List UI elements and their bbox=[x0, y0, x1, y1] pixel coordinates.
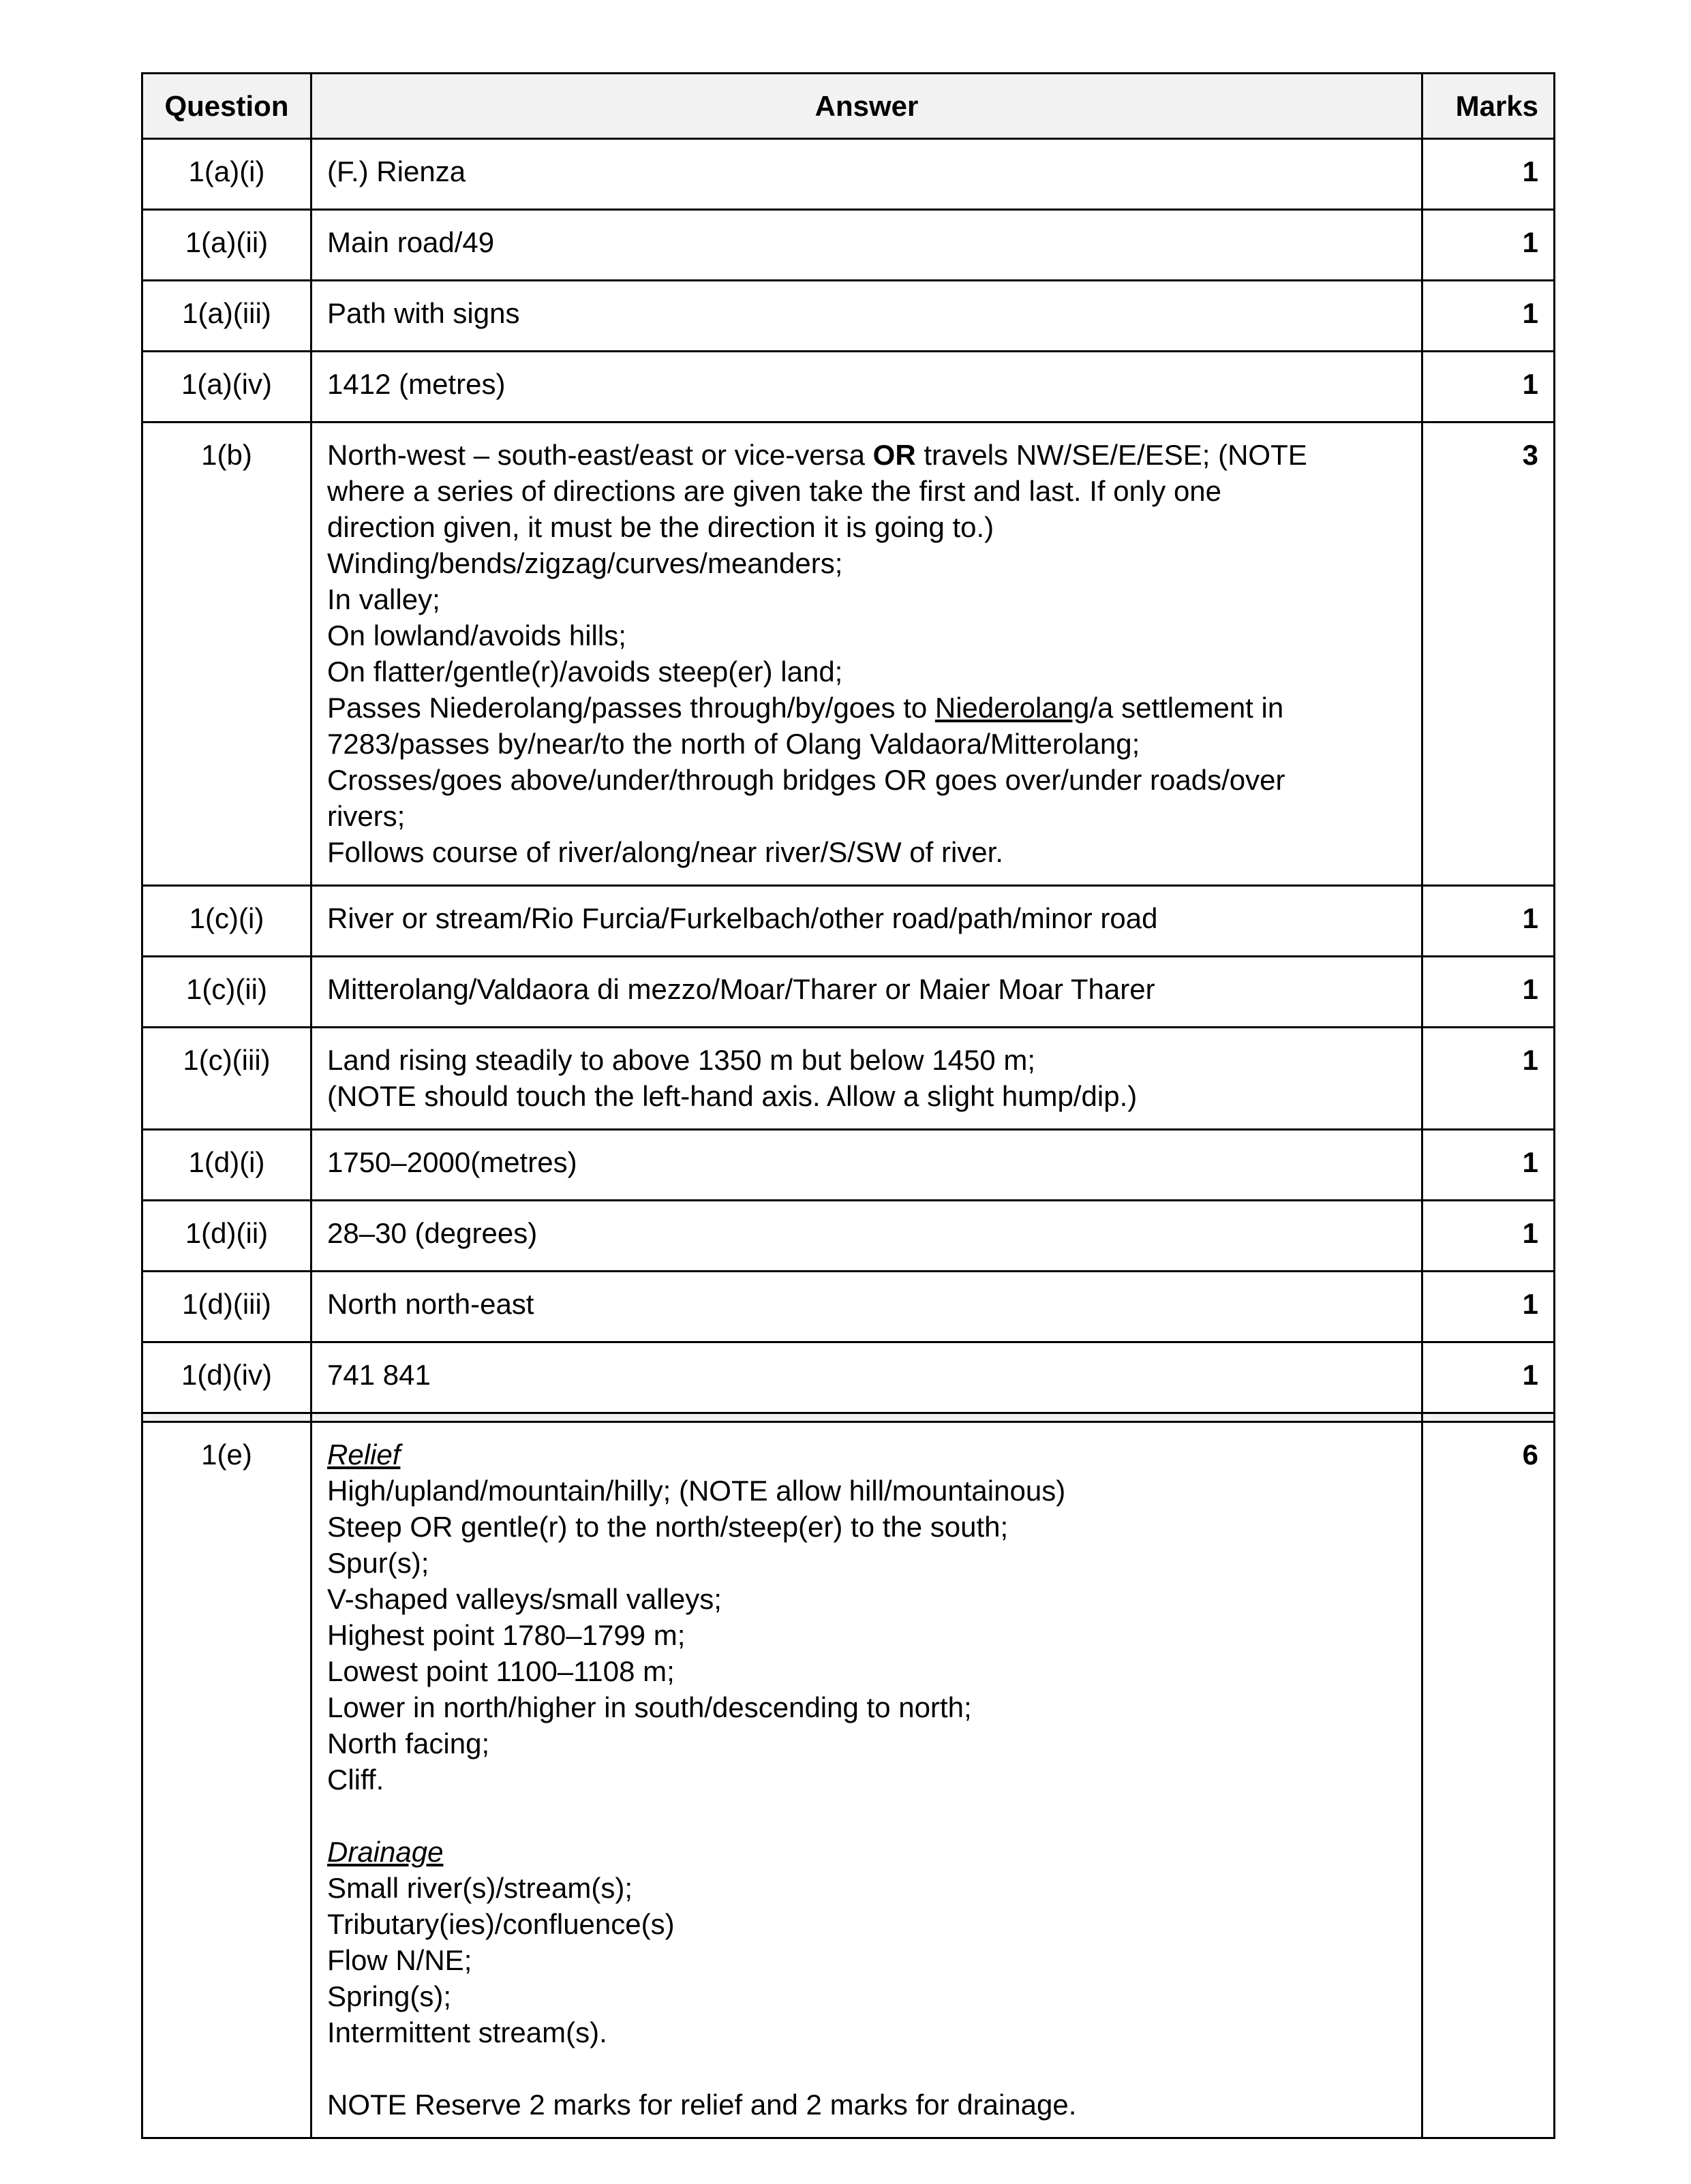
question-cell: 1(d)(i) bbox=[142, 1130, 311, 1201]
answer-line bbox=[327, 437, 1406, 473]
answer-line: direction given, it must be the direction it is going to.) bbox=[327, 511, 994, 543]
answer-text: North-west – south-east/east or vice-versa bbox=[327, 439, 873, 471]
answer-line: Lower in north/higher in south/descending to north; bbox=[327, 1691, 972, 1723]
answer-cell bbox=[311, 1422, 1422, 2138]
table-row bbox=[142, 1028, 1555, 1130]
marks-cell: 1 bbox=[1422, 957, 1555, 1028]
question-cell: 1(c)(iii) bbox=[142, 1028, 311, 1130]
answer-line: Lowest point 1100–1108 m; bbox=[327, 1655, 675, 1687]
answer-text: travels NW/SE/E/ESE; (NOTE bbox=[915, 439, 1307, 471]
table-section-divider bbox=[142, 1413, 1555, 1422]
answer-emphasis: OR bbox=[872, 439, 916, 471]
question-cell: 1(d)(ii) bbox=[142, 1201, 311, 1272]
question-cell: 1(a)(iv) bbox=[142, 352, 311, 422]
table-row bbox=[142, 957, 1555, 1028]
answer-line: Follows course of river/along/near river/S/SW of river. bbox=[327, 836, 1004, 868]
marks-cell: 1 bbox=[1422, 210, 1555, 281]
answer-cell: River or stream/Rio Furcia/Furkelbach/other road/path/minor road bbox=[311, 886, 1422, 957]
table-row bbox=[142, 210, 1555, 281]
answer-line: Spring(s); bbox=[327, 1980, 452, 2012]
header-answer: Answer bbox=[311, 74, 1422, 139]
marks-cell: 1 bbox=[1422, 352, 1555, 422]
question-cell: 1(a)(i) bbox=[142, 139, 311, 210]
answer-cell: 28–30 (degrees) bbox=[311, 1201, 1422, 1272]
table-row bbox=[142, 422, 1555, 886]
answer-line: Steep OR gentle(r) to the north/steep(er) to the south; bbox=[327, 1511, 1009, 1543]
answer-cell: (F.) Rienza bbox=[311, 139, 1422, 210]
question-cell: 1(b) bbox=[142, 422, 311, 886]
answer-cell bbox=[311, 1028, 1422, 1130]
answer-line: rivers; bbox=[327, 800, 406, 832]
blank-line bbox=[327, 1798, 1406, 1834]
question-cell: 1(d)(iii) bbox=[142, 1272, 311, 1342]
answer-line: High/upland/mountain/hilly; (NOTE allow hill/mountainous) bbox=[327, 1475, 1066, 1507]
answer-line: 7283/passes by/near/to the north of Olang Valdaora/Mitterolang; bbox=[327, 728, 1140, 760]
marks-cell: 1 bbox=[1422, 139, 1555, 210]
marks-cell: 1 bbox=[1422, 886, 1555, 957]
answer-cell bbox=[311, 422, 1422, 886]
table-row bbox=[142, 1201, 1555, 1272]
header-question: Question bbox=[142, 74, 311, 139]
question-cell: 1(c)(i) bbox=[142, 886, 311, 957]
answer-cell: Mitterolang/Valdaora di mezzo/Moar/Tharer or Maier Moar Tharer bbox=[311, 957, 1422, 1028]
answer-cell: 1412 (metres) bbox=[311, 352, 1422, 422]
answer-note: NOTE Reserve 2 marks for relief and 2 marks for drainage. bbox=[327, 2089, 1077, 2121]
answer-line: In valley; bbox=[327, 583, 440, 615]
marks-cell: 6 bbox=[1422, 1422, 1555, 2138]
table-header-row bbox=[142, 74, 1555, 139]
divider-cell bbox=[1422, 1413, 1555, 1422]
table-row bbox=[142, 1130, 1555, 1201]
header-marks: Marks bbox=[1422, 74, 1555, 139]
table-row bbox=[142, 352, 1555, 422]
table-row bbox=[142, 1342, 1555, 1413]
table-row bbox=[142, 139, 1555, 210]
question-cell: 1(e) bbox=[142, 1422, 311, 2138]
answer-line: Land rising steadily to above 1350 m but below 1450 m; bbox=[327, 1044, 1035, 1076]
answer-line: Highest point 1780–1799 m; bbox=[327, 1619, 686, 1651]
answer-line: where a series of directions are given take the first and last. If only one bbox=[327, 475, 1222, 507]
answer-line: Tributary(ies)/confluence(s) bbox=[327, 1908, 675, 1940]
marks-cell: 1 bbox=[1422, 1130, 1555, 1201]
answer-line: (NOTE should touch the left-hand axis. Allow a slight hump/dip.) bbox=[327, 1080, 1138, 1112]
answer-line: Small river(s)/stream(s); bbox=[327, 1872, 633, 1904]
answer-cell: 741 841 bbox=[311, 1342, 1422, 1413]
answer-line: Crosses/goes above/under/through bridges OR goes over/under roads/over bbox=[327, 764, 1285, 796]
table-row bbox=[142, 1272, 1555, 1342]
marks-cell: 1 bbox=[1422, 1272, 1555, 1342]
marks-cell: 1 bbox=[1422, 1342, 1555, 1413]
answer-cell: 1750–2000(metres) bbox=[311, 1130, 1422, 1201]
table-row bbox=[142, 886, 1555, 957]
answer-line: North facing; bbox=[327, 1727, 490, 1759]
answer-line: On flatter/gentle(r)/avoids steep(er) land; bbox=[327, 656, 843, 688]
question-cell: 1(c)(ii) bbox=[142, 957, 311, 1028]
answer-cell: North north-east bbox=[311, 1272, 1422, 1342]
question-cell: 1(a)(ii) bbox=[142, 210, 311, 281]
answer-line: Winding/bends/zigzag/curves/meanders; bbox=[327, 547, 843, 579]
answer-line: Intermittent stream(s). bbox=[327, 2016, 607, 2048]
answer-cell: Main road/49 bbox=[311, 210, 1422, 281]
relief-heading: Relief bbox=[327, 1439, 401, 1471]
divider-cell bbox=[142, 1413, 311, 1422]
answer-cell: Path with signs bbox=[311, 281, 1422, 352]
marks-cell: 3 bbox=[1422, 422, 1555, 886]
mark-scheme-table bbox=[141, 72, 1555, 2139]
marks-cell: 1 bbox=[1422, 1028, 1555, 1130]
answer-text: Passes Niederolang/passes through/by/goes to bbox=[327, 692, 935, 724]
answer-line: V-shaped valleys/small valleys; bbox=[327, 1583, 722, 1615]
question-cell: 1(a)(iii) bbox=[142, 281, 311, 352]
answer-line: Spur(s); bbox=[327, 1547, 429, 1579]
answer-underlined: Niederolang bbox=[934, 692, 1090, 724]
blank-line bbox=[327, 2050, 1406, 2087]
answer-line bbox=[327, 690, 1406, 726]
question-cell: 1(d)(iv) bbox=[142, 1342, 311, 1413]
table-row bbox=[142, 281, 1555, 352]
answer-line: Cliff. bbox=[327, 1764, 384, 1796]
marks-cell: 1 bbox=[1422, 1201, 1555, 1272]
divider-cell bbox=[311, 1413, 1422, 1422]
marks-cell: 1 bbox=[1422, 281, 1555, 352]
table-row bbox=[142, 1422, 1555, 2138]
answer-text: /a settlement in bbox=[1089, 692, 1284, 724]
drainage-heading: Drainage bbox=[327, 1836, 444, 1868]
answer-line: Flow N/NE; bbox=[327, 1944, 472, 1976]
answer-line: On lowland/avoids hills; bbox=[327, 619, 626, 651]
